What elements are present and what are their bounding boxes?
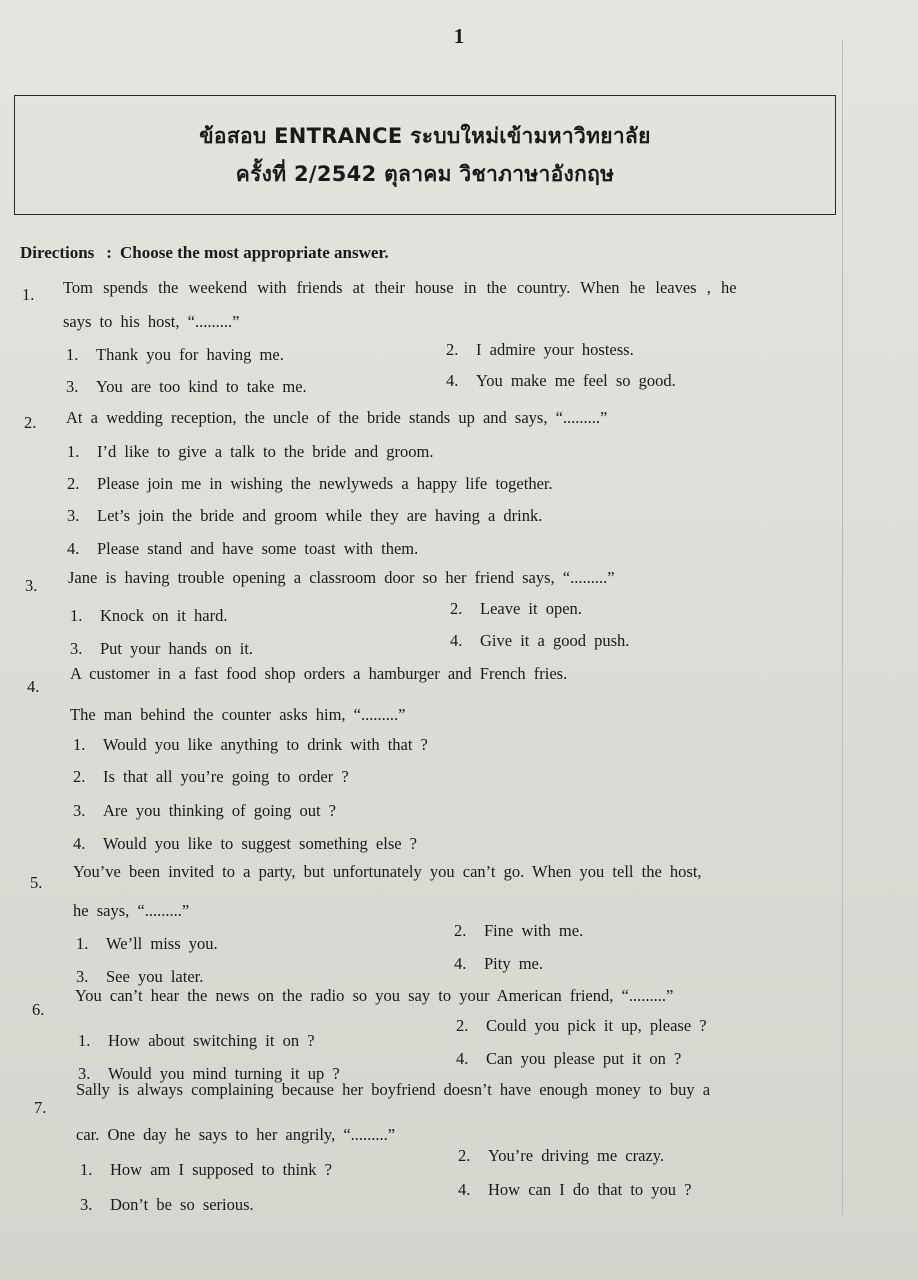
option-text: Could you pick it up, please ? [486, 1016, 707, 1035]
option-number: 1. [67, 442, 80, 461]
question-5-option-1[interactable] [76, 934, 218, 954]
option-number: 1. [78, 1031, 91, 1050]
exam-title-box [14, 95, 836, 215]
option-text: Please stand and have some toast with them. [97, 539, 419, 558]
option-text: Can you please put it on ? [486, 1049, 682, 1068]
question-7-option-2[interactable] [458, 1146, 664, 1166]
question-3-number: 3. [25, 576, 38, 595]
directions-separator: : [106, 243, 112, 262]
option-number: 4. [67, 539, 80, 558]
option-text: Are you thinking of going out ? [103, 801, 336, 820]
option-text: Give it a good push. [480, 631, 630, 650]
question-3-stem-line-1: Jane is having trouble opening a classroom door so her friend says, “.........” [68, 568, 615, 587]
option-text: Would you like to suggest something else ? [103, 834, 418, 853]
option-number: 3. [67, 506, 80, 525]
option-text: You are too kind to take me. [96, 377, 307, 396]
option-text: Would you mind turning it up ? [108, 1064, 340, 1083]
question-6-number: 6. [32, 1000, 45, 1019]
option-text: Fine with me. [484, 921, 584, 940]
option-number: 3. [73, 801, 86, 820]
question-1-number: 1. [22, 285, 35, 304]
question-3-option-3[interactable] [70, 639, 253, 659]
question-2-number: 2. [24, 413, 37, 432]
question-3-option-1[interactable] [70, 606, 227, 626]
option-number: 4. [454, 954, 467, 973]
option-text: Don’t be so serious. [110, 1195, 254, 1214]
question-5-stem-line-1: You’ve been invited to a party, but unfortunately you can’t go. When you tell the host, [73, 862, 702, 881]
option-number: 4. [456, 1049, 469, 1068]
directions-text: Choose the most appropriate answer. [119, 243, 389, 262]
question-2-option-4[interactable] [67, 539, 418, 559]
question-1-stem-line-1: Tom spends the weekend with friends at their house in the country. When he leaves , he [63, 278, 737, 297]
option-number: 4. [458, 1180, 471, 1199]
option-number: 3. [70, 639, 83, 658]
option-text: We’ll miss you. [106, 934, 218, 953]
question-6-stem-line-1: You can’t hear the news on the radio so you say to your American friend, “.........” [75, 986, 674, 1005]
question-5-option-3[interactable] [76, 967, 203, 987]
option-number: 3. [66, 377, 79, 396]
option-text: I admire your hostess. [476, 340, 634, 359]
question-5-option-4[interactable] [454, 954, 543, 974]
option-text: How am I supposed to think ? [110, 1160, 332, 1179]
question-1-option-4[interactable] [446, 371, 676, 391]
directions [20, 243, 389, 263]
exam-title-line-2: ครั้งที่ 2/2542 ตุลาคม วิชาภาษาอังกฤษ [235, 162, 615, 186]
option-number: 1. [73, 735, 86, 754]
option-text: You make me feel so good. [476, 371, 676, 390]
question-2-stem-line-1: At a wedding reception, the uncle of the bride stands up and says, “.........” [66, 408, 608, 427]
option-text: Let’s join the bride and groom while they are having a drink. [97, 506, 543, 525]
question-2-option-1[interactable] [67, 442, 433, 462]
option-text: Is that all you’re going to order ? [103, 767, 349, 786]
question-7-option-3[interactable] [80, 1195, 254, 1215]
question-4-number: 4. [27, 677, 40, 696]
option-text: How about switching it on ? [108, 1031, 315, 1050]
question-7-stem-line-1: Sally is always complaining because her boyfriend doesn’t have enough money to buy a [76, 1080, 711, 1099]
question-5-stem-line-2: he says, “.........” [73, 901, 190, 920]
option-text: I’d like to give a talk to the bride and groom. [97, 442, 434, 461]
question-1-option-3[interactable] [66, 377, 307, 397]
option-text: You’re driving me crazy. [488, 1146, 665, 1165]
option-number: 1. [80, 1160, 93, 1179]
question-4-option-2[interactable] [73, 767, 349, 787]
option-number: 1. [70, 606, 83, 625]
question-3-option-2[interactable] [450, 599, 582, 619]
option-number: 2. [450, 599, 463, 618]
option-number: 1. [76, 934, 89, 953]
question-2-option-3[interactable] [67, 506, 542, 526]
margin-rule [842, 40, 843, 1215]
question-4-option-3[interactable] [73, 801, 336, 821]
question-1-option-2[interactable] [446, 340, 634, 360]
question-7-number: 7. [34, 1098, 47, 1117]
question-7-option-4[interactable] [458, 1180, 692, 1200]
option-number: 3. [78, 1064, 91, 1083]
option-number: 4. [73, 834, 86, 853]
question-6-option-4[interactable] [456, 1049, 681, 1069]
option-text: Leave it open. [480, 599, 582, 618]
question-2-option-2[interactable] [67, 474, 553, 494]
exam-title-line-1: ข้อสอบ ENTRANCE ระบบใหม่เข้ามหาวิทยาลัย [199, 124, 651, 148]
option-number: 4. [450, 631, 463, 650]
option-text: Put your hands on it. [100, 639, 254, 658]
question-4-stem-line-2: The man behind the counter asks him, “.........” [70, 705, 406, 724]
option-number: 2. [458, 1146, 471, 1165]
page-number: 1 [453, 24, 465, 48]
option-text: Please join me in wishing the newlyweds a happy life together. [97, 474, 553, 493]
question-4-stem-line-1: A customer in a fast food shop orders a hamburger and French fries. [70, 664, 568, 683]
option-number: 2. [456, 1016, 469, 1035]
question-1-stem-line-2: says to his host, “.........” [63, 312, 240, 331]
question-7-option-1[interactable] [80, 1160, 332, 1180]
option-text: Would you like anything to drink with that ? [103, 735, 428, 754]
question-7-stem-line-2: car. One day he says to her angrily, “.........” [76, 1125, 396, 1144]
question-5-option-2[interactable] [454, 921, 583, 941]
option-text: Thank you for having me. [96, 345, 284, 364]
option-number: 4. [446, 371, 459, 390]
option-text: See you later. [106, 967, 204, 986]
option-number: 2. [454, 921, 467, 940]
directions-label: Directions [20, 243, 95, 262]
question-4-option-4[interactable] [73, 834, 417, 854]
question-4-option-1[interactable] [73, 735, 428, 755]
option-text: Pity me. [484, 954, 544, 973]
option-number: 2. [446, 340, 459, 359]
question-3-option-4[interactable] [450, 631, 629, 651]
option-number: 2. [67, 474, 80, 493]
question-5-number: 5. [30, 873, 43, 892]
option-number: 3. [76, 967, 89, 986]
option-text: How can I do that to you ? [488, 1180, 692, 1199]
option-number: 2. [73, 767, 86, 786]
option-number: 1. [66, 345, 79, 364]
question-1-option-1[interactable] [66, 345, 284, 365]
question-6-option-2[interactable] [456, 1016, 707, 1036]
question-6-option-1[interactable] [78, 1031, 315, 1051]
option-text: Knock on it hard. [100, 606, 228, 625]
option-number: 3. [80, 1195, 93, 1214]
